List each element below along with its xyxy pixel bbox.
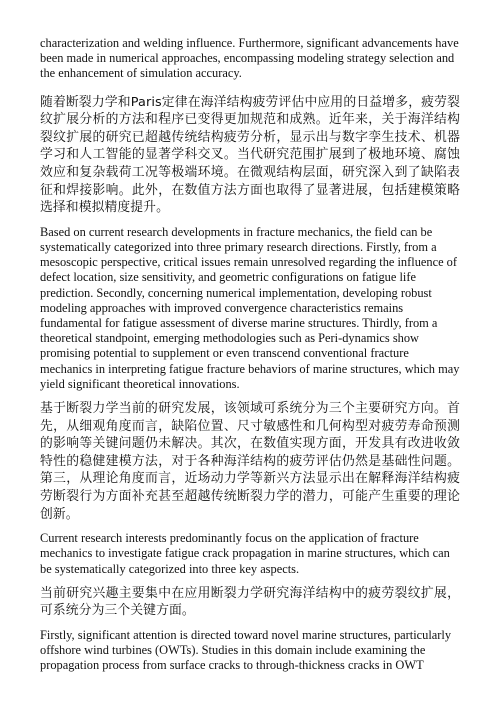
english-paragraph-1: characterization and welding influence. Furthermore, significant advancements have been made in numerical approaches, encompassing modeling strategy selection and the enhancement of simulation accuracy.	[40, 36, 459, 81]
chinese-paragraph-3: 当前研究兴趣主要集中在应用断裂力学研究海洋结构中的疲劳裂纹扩展，可系统分为三个关键方面。	[40, 585, 460, 619]
chinese-paragraph-2: 基于断裂力学当前的研究发展，该领域可系统分为三个主要研究方向。首先，从细观角度而言，缺陷位置、尺寸敏感性和几何构型对疲劳寿命预测的影响等关键问题仍未解决。其次，在数值实现方面，开发具有改进收敛特性的稳健建模方法，对于各种海洋结构的疲劳评估仍然是基础性问题。第三，从理论角度而言，近场动力学等新兴方法显示出在解释海洋结构疲劳断裂行为方面补充甚至超越传统断裂力学的潜力，可能产生重要的理论创新。	[40, 401, 460, 522]
english-paragraph-3: Current research interests predominantly focus on the application of fracture mechanics to investigate fatigue crack propagation in marine structures, which can be systematically categorized into three key aspects.	[40, 531, 450, 576]
english-paragraph-2: Based on current research developments in fracture mechanics, the field can be systematically categorized into three primary research directions. Firstly, from a mesoscopic perspective, critical issues remain unresolved regarding the influence of defect location, size sensitivity, and geometric configurations on fatigue life prediction. Secondly, concerning numerical implementation, developing robust modeling approaches with improved convergence characteristics remains fundamental for fatigue assessment of diverse marine structures. Thirdly, from a theoretical standpoint, emerging methodologies such as Peri-dynamics show promising potential to supplement or even transcend conventional fracture mechanics in interpreting fatigue fracture behaviors of marine structures, which may yield significant theoretical innovations.	[40, 224, 460, 391]
chinese-paragraph-1: 随着断裂力学和Paris定律在海洋结构疲劳评估中应用的日益增多，疲劳裂纹扩展分析的方法和程序已变得更加规范和成熟。近年来，关于海洋结构裂纹扩展的研究已超越传统结构疲劳分析，显示出与数字孪生技术、机器学习和人工智能的显著学科交叉。当代研究范围扩展到了极地环境、腐蚀效应和复杂载荷工况等极端环境。在微观结构层面，研究深入到了缺陷表征和焊接影响。此外，在数值方法方面也取得了显著进展，包括建模策略选择和模拟精度提升。	[40, 94, 460, 216]
english-paragraph-4: Firstly, significant attention is directed toward novel marine structures, particularly offshore wind turbines (OWTs). Studies in this domain include examining the propagation process from surface cracks to through-thickness cracks in OWT	[40, 627, 452, 673]
document-page	[40, 36, 460, 682]
